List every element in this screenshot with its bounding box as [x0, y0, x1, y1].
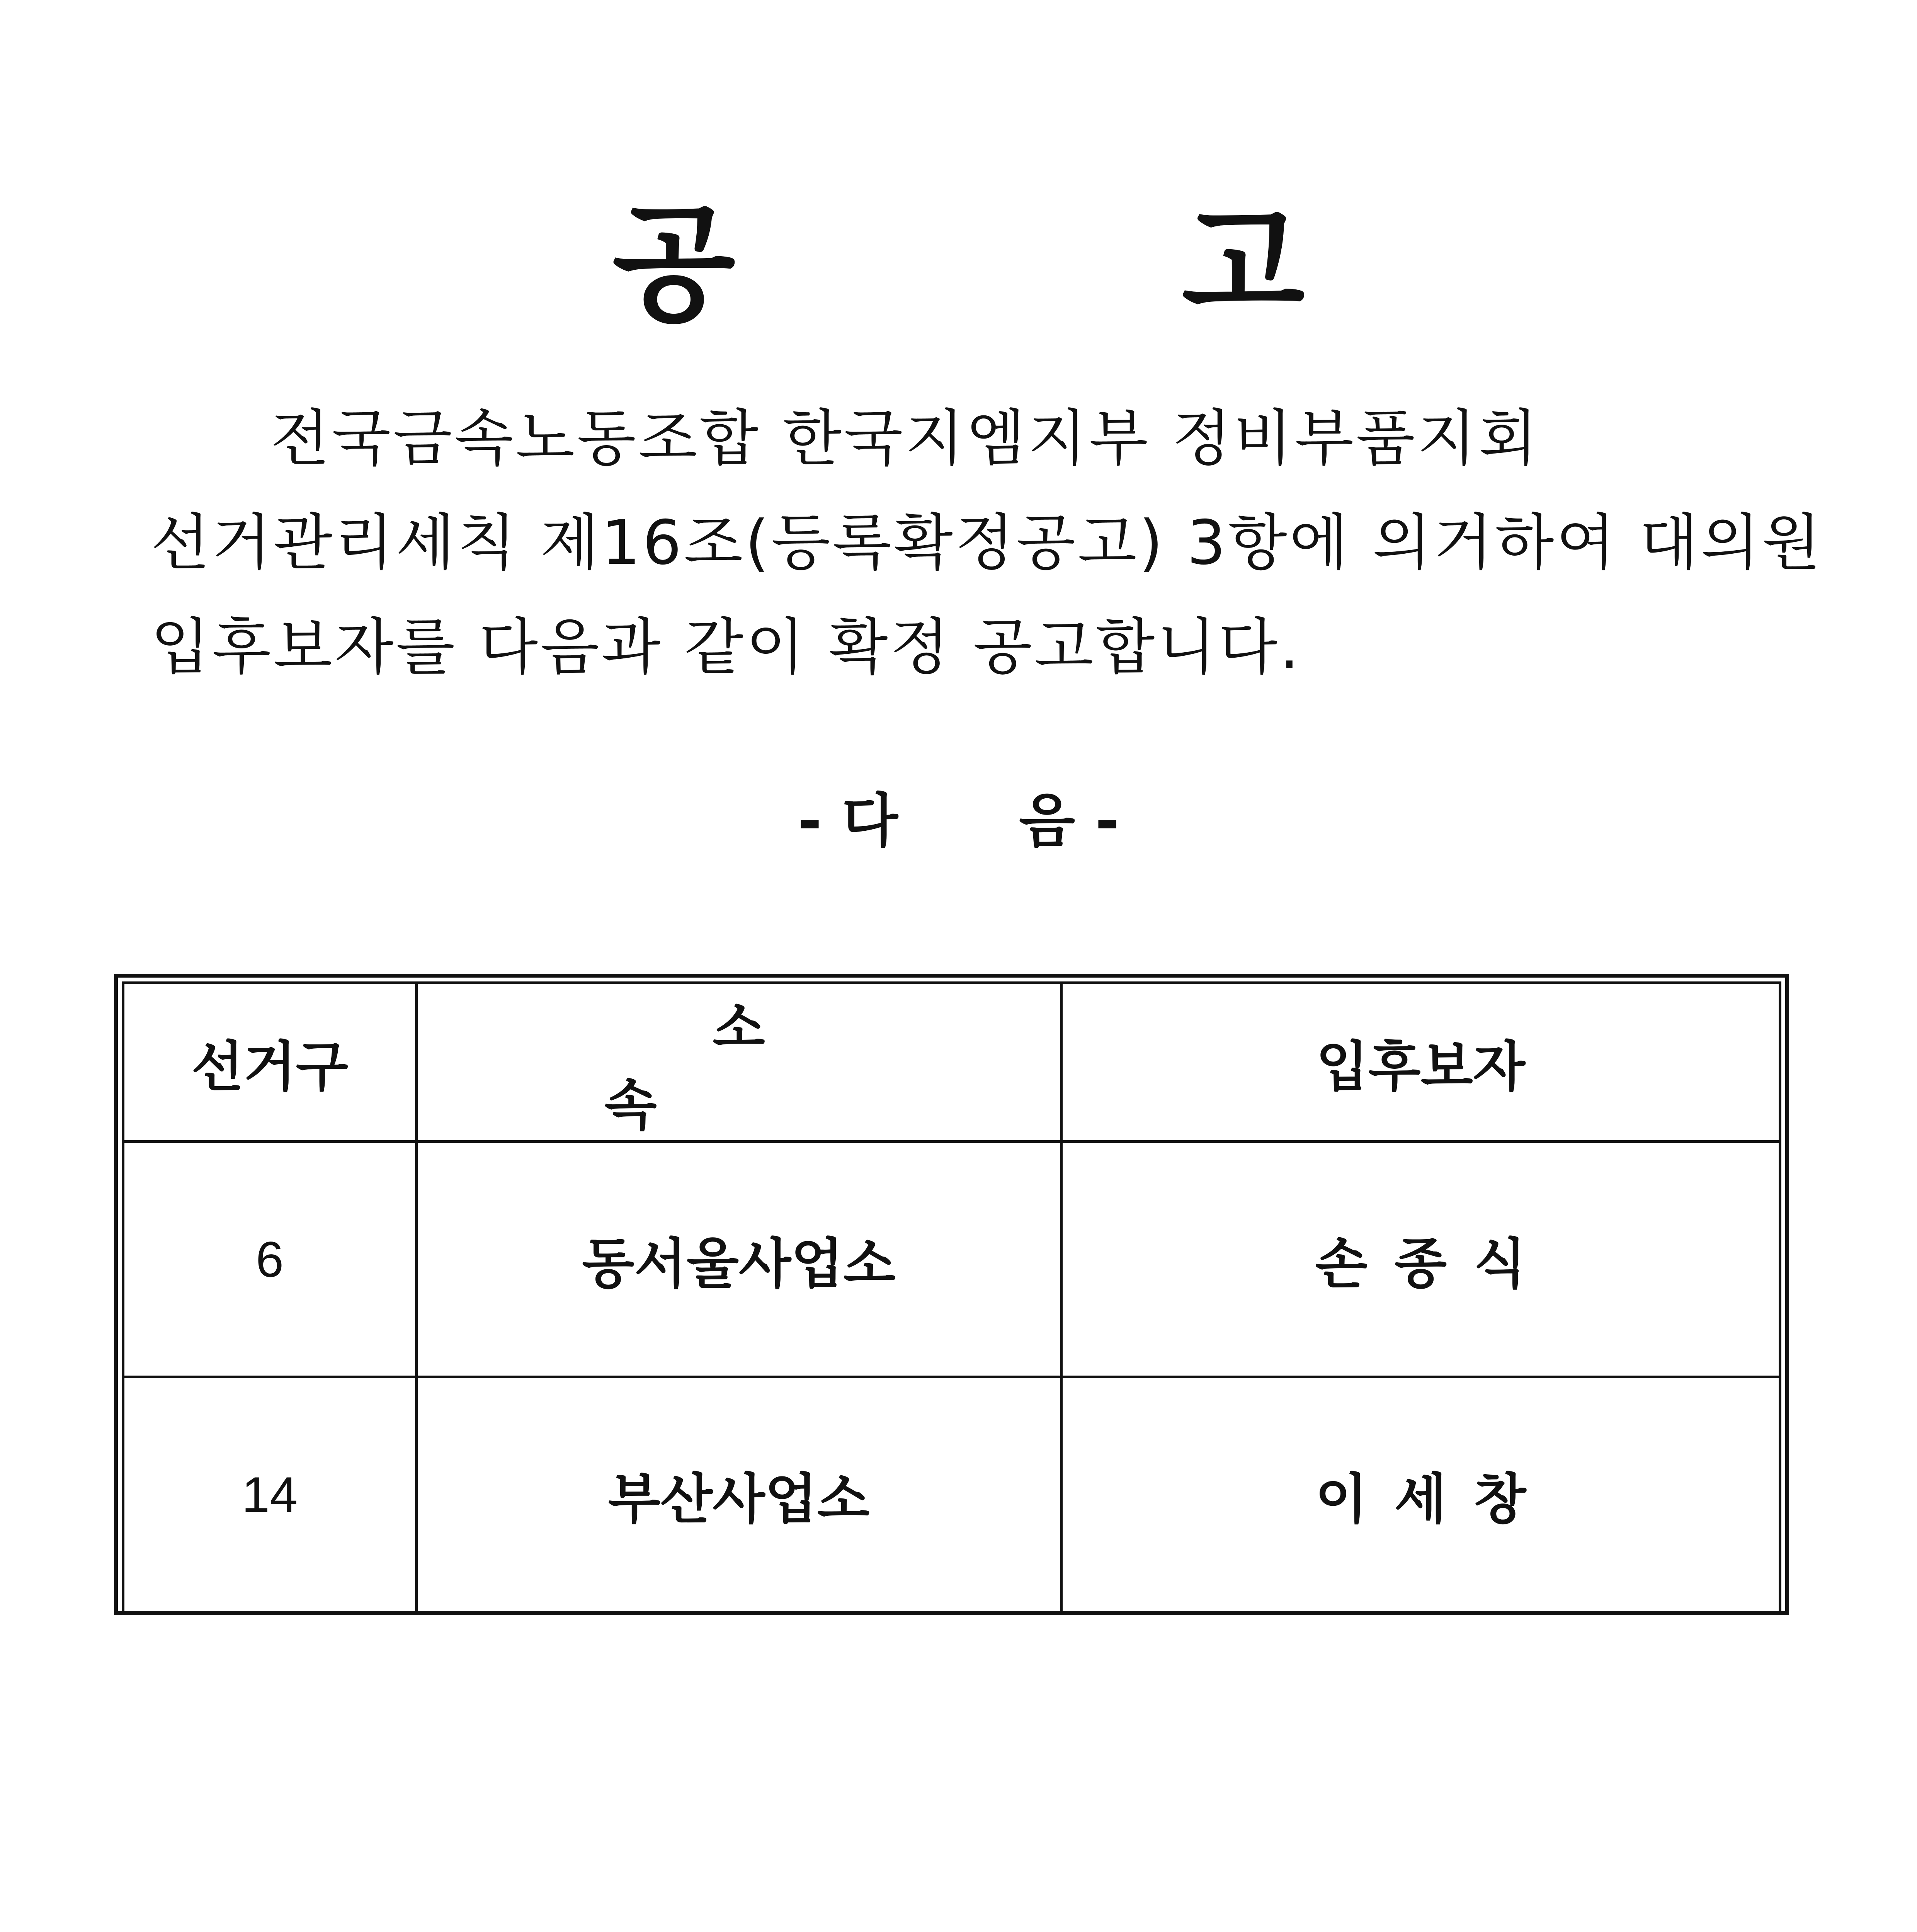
table-row — [123, 1377, 1780, 1612]
table-header-row — [123, 983, 1780, 1142]
cell-district: 14 — [123, 1377, 417, 1612]
cell-candidate: 손종식 — [1061, 1142, 1780, 1377]
table-row — [123, 1142, 1780, 1377]
cell-candidate: 이세창 — [1061, 1377, 1780, 1612]
document-title: 공 고 — [612, 190, 1506, 339]
intro-line-3: 입후보자를 다음과 같이 확정 공고합니다. — [151, 612, 1301, 683]
intro-line-2: 선거관리세칙 제16조(등록확정공고) 3항에 의거하여 대의원 — [151, 507, 1823, 578]
section-heading: - 다 음 - — [798, 787, 1119, 855]
intro-line-1: 전국금속노동조합 한국지엠지부 정비부품지회 — [270, 403, 1540, 474]
cell-affiliation: 부산사업소 — [417, 1377, 1061, 1612]
header-affiliation: 소속 — [417, 983, 1061, 1142]
cell-affiliation: 동서울사업소 — [417, 1142, 1061, 1377]
candidate-table-frame — [114, 974, 1789, 1615]
header-district: 선거구 — [123, 983, 417, 1142]
intro-paragraph — [151, 386, 1823, 699]
candidate-table — [122, 981, 1781, 1614]
cell-district: 6 — [123, 1142, 417, 1377]
header-candidate: 입후보자 — [1061, 983, 1780, 1142]
